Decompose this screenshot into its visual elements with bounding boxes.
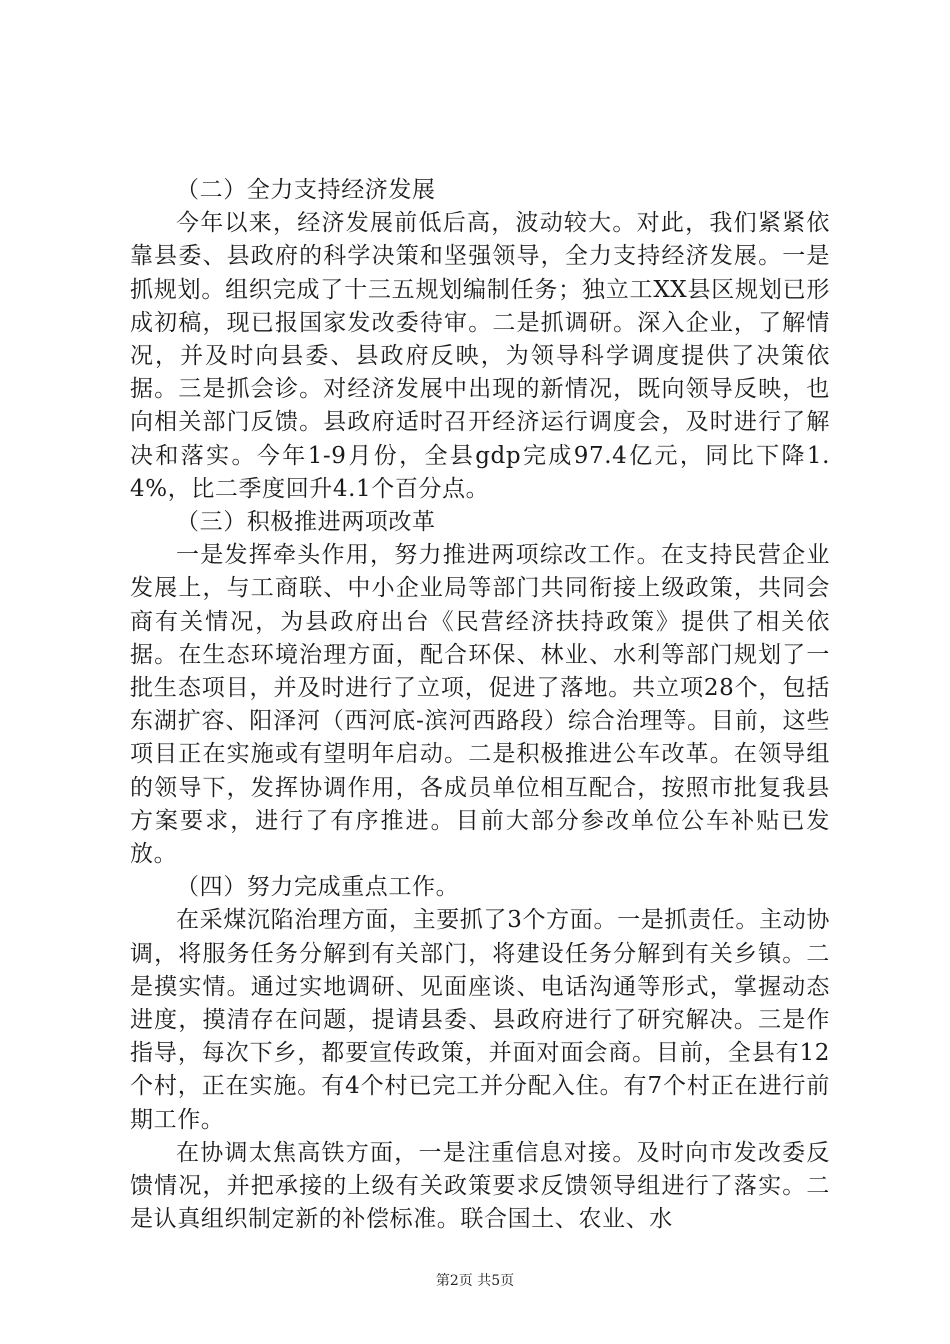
- paragraph-high-speed-rail: 在协调太焦高铁方面，一是注重信息对接。及时向市发改委反馈情况，并把承接的上级有关政策要求反馈领导组进行了落实。二是认真组织制定新的补偿标准。联合国土、农业、水: [130, 1139, 830, 1233]
- section-heading-reforms: （三）积极推进两项改革: [176, 509, 436, 536]
- paragraph-economy: 今年以来，经济发展前低后高，波动较大。对此，我们紧紧依靠县委、县政府的科学决策和坚强领导，全力支持经济发展。一是抓规划。组织完成了十三五规划编制任务；独立工XX县区规划已形成初稿，现已报国家发改委待审。二是抓调研。深入企业，了解情况，并及时向县委、县政府反映，为领导科学调度提供了决策依据。三是抓会诊。对经济发展中出现的新情况，既向领导反映，也向相关部门反馈。县政府适时召开经济运行调度会，及时进行了解决和落实。今年1-9月份，全县gdp完成97.4亿元，同比下降1.4%，比二季度回升4.1个百分点。: [130, 210, 830, 502]
- section-heading-economy: （二）全力支持经济发展: [176, 177, 436, 203]
- paragraph-coal-subsidence: 在采煤沉陷治理方面，主要抓了3个方面。一是抓责任。主动协调，将服务任务分解到有关部门，将建设任务分解到有关乡镇。二是摸实情。通过实地调研、见面座谈、电话沟通等形式，掌握动态进度，摸清存在问题，提请县委、县政府进行了研究解决。三是作指导，每次下乡，都要宣传政策，并面对面会商。目前，全县有12个村，正在实施。有4个村已完工并分配入住。有7个村正在进行前期工作。: [130, 907, 830, 1133]
- paragraph-reforms: 一是发挥牵头作用，努力推进两项综改工作。在支持民营企业发展上，与工商联、中小企业局等部门共同衔接上级政策，共同会商有关情况，为县政府出台《民营经济扶持政策》提供了相关依据。在生态环境治理方面，配合环保、林业、水利等部门规划了一批生态项目，并及时进行了立项，促进了落地。共立项28个，包括东湖扩容、阳泽河（西河底-滨河西路段）综合治理等。目前，这些项目正在实施或有望明年启动。二是积极推进公车改革。在领导组的领导下，发挥协调作用，各成员单位相互配合，按照市批复我县方案要求，进行了有序推进。目前大部分参改单位公车补贴已发放。: [130, 542, 830, 868]
- page-number-footer: 第2页 共5页: [435, 1273, 515, 1289]
- document-body: [130, 174, 830, 1237]
- section-heading-key-work: （四）努力完成重点工作。: [176, 874, 460, 901]
